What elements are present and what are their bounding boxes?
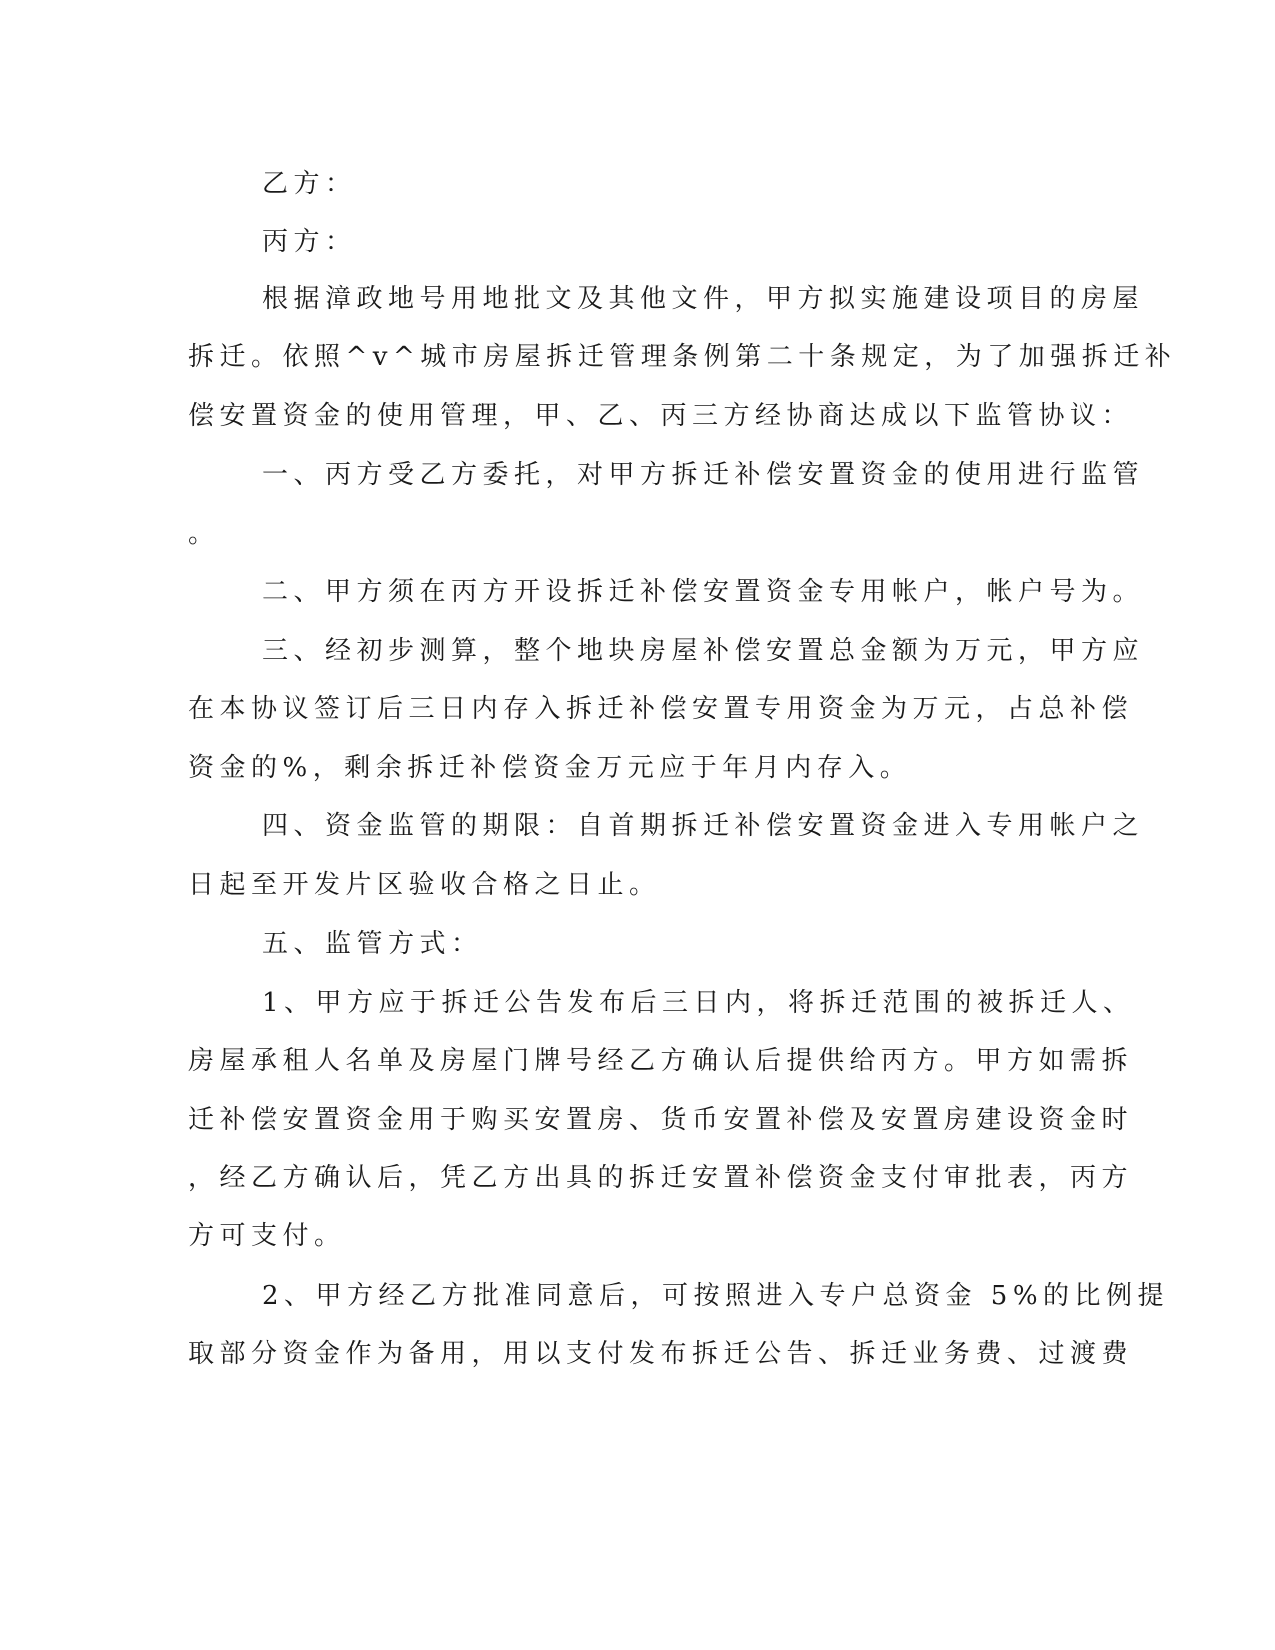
clause-4-line: 四、资金监管的期限：自首期拆迁补偿安置资金进入专用帐户之 [262,811,1145,841]
clause-5-heading: 五、监管方式： [262,929,483,959]
paragraph-line: 拆迁。依照^v^城市房屋拆迁管理条例第二十条规定，为了加强拆迁补 [188,342,1177,372]
clause-3-line: 三、经初步测算，整个地块房屋补偿安置总金额为万元，甲方应 [262,636,1145,666]
party-b-line: 乙方： [262,169,357,199]
clause-3-line: 资金的%，剩余拆迁补偿资金万元应于年月内存入。 [188,753,912,783]
party-c-line: 丙方： [262,227,357,257]
clause-1-line: 一、丙方受乙方委托，对甲方拆迁补偿安置资金的使用进行监管 [262,460,1145,490]
item-1-line: 房屋承租人名单及房屋门牌号经乙方确认后提供给丙方。甲方如需拆 [188,1046,1134,1076]
item-1-line: 方可支付。 [188,1221,346,1251]
clause-4-line: 日起至开发片区验收合格之日止。 [188,870,661,900]
clause-1-line: 。 [188,519,220,549]
clause-2-line: 二、甲方须在丙方开设拆迁补偿安置资金专用帐户，帐户号为。 [262,577,1145,607]
paragraph-line: 偿安置资金的使用管理，甲、乙、丙三方经协商达成以下监管协议： [188,401,1134,431]
item-2-line: 2、甲方经乙方批准同意后，可按照进入专户总资金 5%的比例提 [262,1281,1170,1311]
clause-3-line: 在本协议签订后三日内存入拆迁补偿安置专用资金为万元，占总补偿 [188,694,1134,724]
item-1-line: ，经乙方确认后，凭乙方出具的拆迁安置补偿资金支付审批表，丙方 [188,1163,1134,1193]
item-2-line: 取部分资金作为备用，用以支付发布拆迁公告、拆迁业务费、过渡费 [188,1339,1134,1369]
paragraph-line: 根据漳政地号用地批文及其他文件，甲方拟实施建设项目的房屋 [262,284,1145,314]
item-1-line: 迁补偿安置资金用于购买安置房、货币安置补偿及安置房建设资金时 [188,1105,1134,1135]
item-1-line: 1、甲方应于拆迁公告发布后三日内，将拆迁范围的被拆迁人、 [262,988,1135,1018]
